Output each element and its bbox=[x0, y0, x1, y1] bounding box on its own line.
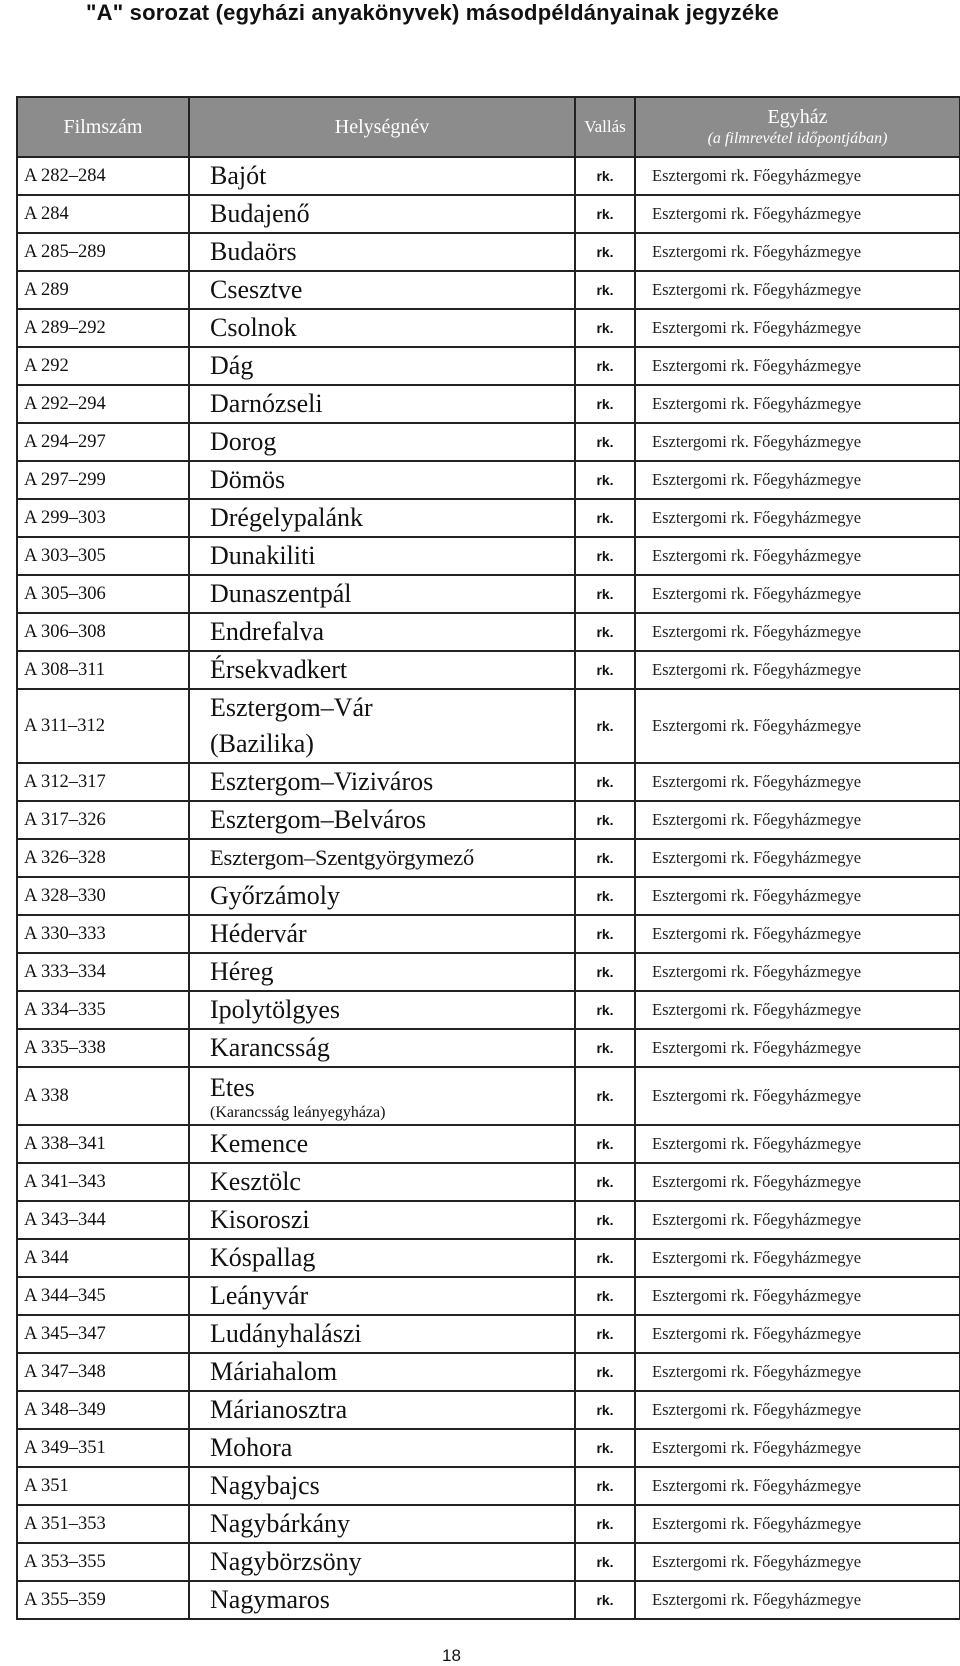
cell-vallas: rk. bbox=[575, 1505, 635, 1543]
helysegnev-note: (Karancsság leányegyháza) bbox=[210, 1104, 386, 1121]
cell-filmszam: A 289 bbox=[17, 271, 189, 309]
cell-helysegnev: Csesztve bbox=[189, 271, 575, 309]
table-row bbox=[17, 195, 960, 233]
cell-egyhaz: Esztergomi rk. Főegyházmegye bbox=[635, 953, 960, 991]
cell-helysegnev: Endrefalva bbox=[189, 613, 575, 651]
cell-egyhaz: Esztergomi rk. Főegyházmegye bbox=[635, 915, 960, 953]
cell-filmszam: A 338–341 bbox=[17, 1125, 189, 1163]
cell-vallas: rk. bbox=[575, 1581, 635, 1619]
cell-egyhaz: Esztergomi rk. Főegyházmegye bbox=[635, 1239, 960, 1277]
cell-filmszam: A 355–359 bbox=[17, 1581, 189, 1619]
cell-helysegnev: Dorog bbox=[189, 423, 575, 461]
cell-vallas: rk. bbox=[575, 1239, 635, 1277]
cell-helysegnev: Héreg bbox=[189, 953, 575, 991]
table-row bbox=[17, 1239, 960, 1277]
cell-vallas: rk. bbox=[575, 385, 635, 423]
cell-egyhaz: Esztergomi rk. Főegyházmegye bbox=[635, 1029, 960, 1067]
table-row bbox=[17, 1353, 960, 1391]
cell-helysegnev: Esztergom–Szentgyörgymező bbox=[189, 839, 575, 877]
cell-egyhaz: Esztergomi rk. Főegyházmegye bbox=[635, 877, 960, 915]
cell-vallas: rk. bbox=[575, 953, 635, 991]
table-row bbox=[17, 1391, 960, 1429]
cell-egyhaz: Esztergomi rk. Főegyházmegye bbox=[635, 499, 960, 537]
cell-helysegnev: Kemence bbox=[189, 1125, 575, 1163]
cell-egyhaz: Esztergomi rk. Főegyházmegye bbox=[635, 1277, 960, 1315]
cell-vallas: rk. bbox=[575, 1429, 635, 1467]
cell-egyhaz: Esztergomi rk. Főegyházmegye bbox=[635, 461, 960, 499]
cell-filmszam: A 312–317 bbox=[17, 763, 189, 801]
cell-helysegnev: Márianosztra bbox=[189, 1391, 575, 1429]
register-table bbox=[16, 96, 960, 1620]
cell-helysegnev: Hédervár bbox=[189, 915, 575, 953]
cell-filmszam: A 349–351 bbox=[17, 1429, 189, 1467]
cell-filmszam: A 341–343 bbox=[17, 1163, 189, 1201]
cell-filmszam: A 353–355 bbox=[17, 1543, 189, 1581]
cell-vallas: rk. bbox=[575, 347, 635, 385]
cell-filmszam: A 285–289 bbox=[17, 233, 189, 271]
cell-egyhaz: Esztergomi rk. Főegyházmegye bbox=[635, 347, 960, 385]
table-row bbox=[17, 499, 960, 537]
table-row bbox=[17, 157, 960, 195]
cell-egyhaz: Esztergomi rk. Főegyházmegye bbox=[635, 801, 960, 839]
cell-helysegnev: Csolnok bbox=[189, 309, 575, 347]
cell-vallas: rk. bbox=[575, 915, 635, 953]
cell-filmszam: A 338 bbox=[17, 1067, 189, 1125]
cell-egyhaz: Esztergomi rk. Főegyházmegye bbox=[635, 763, 960, 801]
page-title: "A" sorozat (egyházi anyakönyvek) másodpéldányainak jegyzéke bbox=[86, 0, 780, 25]
cell-filmszam: A 326–328 bbox=[17, 839, 189, 877]
table-row bbox=[17, 1029, 960, 1067]
cell-vallas: rk. bbox=[575, 195, 635, 233]
table-row bbox=[17, 1067, 960, 1125]
cell-vallas: rk. bbox=[575, 537, 635, 575]
cell-vallas: rk. bbox=[575, 1543, 635, 1581]
cell-helysegnev: Dunakiliti bbox=[189, 537, 575, 575]
cell-egyhaz: Esztergomi rk. Főegyházmegye bbox=[635, 385, 960, 423]
cell-helysegnev: Mohora bbox=[189, 1429, 575, 1467]
cell-egyhaz: Esztergomi rk. Főegyházmegye bbox=[635, 991, 960, 1029]
cell-helysegnev: Dömös bbox=[189, 461, 575, 499]
cell-egyhaz: Esztergomi rk. Főegyházmegye bbox=[635, 195, 960, 233]
cell-filmszam: A 348–349 bbox=[17, 1391, 189, 1429]
cell-helysegnev: Nagybörzsöny bbox=[189, 1543, 575, 1581]
helysegnev-text: Etes bbox=[210, 1073, 255, 1102]
header-egyhaz-subtitle: (a filmrevétel időpontjában) bbox=[707, 130, 888, 147]
table-row bbox=[17, 575, 960, 613]
cell-filmszam: A 344–345 bbox=[17, 1277, 189, 1315]
table-row bbox=[17, 991, 960, 1029]
cell-filmszam: A 303–305 bbox=[17, 537, 189, 575]
cell-helysegnev: Bajót bbox=[189, 157, 575, 195]
cell-filmszam: A 328–330 bbox=[17, 877, 189, 915]
cell-filmszam: A 347–348 bbox=[17, 1353, 189, 1391]
cell-helysegnev: Leányvár bbox=[189, 1277, 575, 1315]
cell-vallas: rk. bbox=[575, 613, 635, 651]
cell-helysegnev: Drégelypalánk bbox=[189, 499, 575, 537]
cell-filmszam: A 334–335 bbox=[17, 991, 189, 1029]
cell-filmszam: A 343–344 bbox=[17, 1201, 189, 1239]
cell-helysegnev: Ludányhalászi bbox=[189, 1315, 575, 1353]
cell-vallas: rk. bbox=[575, 499, 635, 537]
cell-vallas: rk. bbox=[575, 1201, 635, 1239]
cell-vallas: rk. bbox=[575, 575, 635, 613]
helysegnev-text: Esztergom–Vár bbox=[210, 693, 373, 722]
cell-helysegnev: Dág bbox=[189, 347, 575, 385]
cell-vallas: rk. bbox=[575, 801, 635, 839]
cell-helysegnev: Dunaszentpál bbox=[189, 575, 575, 613]
cell-helysegnev: Kisoroszi bbox=[189, 1201, 575, 1239]
table-row bbox=[17, 651, 960, 689]
cell-filmszam: A 292 bbox=[17, 347, 189, 385]
cell-egyhaz: Esztergomi rk. Főegyházmegye bbox=[635, 1201, 960, 1239]
table-row bbox=[17, 689, 960, 763]
cell-filmszam: A 330–333 bbox=[17, 915, 189, 953]
cell-egyhaz: Esztergomi rk. Főegyházmegye bbox=[635, 157, 960, 195]
cell-helysegnev: Esztergom–Viziváros bbox=[189, 763, 575, 801]
cell-vallas: rk. bbox=[575, 157, 635, 195]
cell-filmszam: A 308–311 bbox=[17, 651, 189, 689]
cell-vallas: rk. bbox=[575, 423, 635, 461]
cell-filmszam: A 284 bbox=[17, 195, 189, 233]
cell-vallas: rk. bbox=[575, 1353, 635, 1391]
cell-egyhaz: Esztergomi rk. Főegyházmegye bbox=[635, 689, 960, 763]
table-row bbox=[17, 1505, 960, 1543]
cell-egyhaz: Esztergomi rk. Főegyházmegye bbox=[635, 1125, 960, 1163]
cell-filmszam: A 305–306 bbox=[17, 575, 189, 613]
cell-filmszam: A 345–347 bbox=[17, 1315, 189, 1353]
cell-filmszam: A 306–308 bbox=[17, 613, 189, 651]
cell-vallas: rk. bbox=[575, 1163, 635, 1201]
table-row bbox=[17, 1277, 960, 1315]
cell-egyhaz: Esztergomi rk. Főegyházmegye bbox=[635, 423, 960, 461]
table-row bbox=[17, 233, 960, 271]
cell-vallas: rk. bbox=[575, 763, 635, 801]
table-row bbox=[17, 877, 960, 915]
table-row bbox=[17, 801, 960, 839]
table-row bbox=[17, 537, 960, 575]
cell-helysegnev: Győrzámoly bbox=[189, 877, 575, 915]
cell-helysegnev: Nagybajcs bbox=[189, 1467, 575, 1505]
cell-vallas: rk. bbox=[575, 1467, 635, 1505]
cell-helysegnev: Nagymaros bbox=[189, 1581, 575, 1619]
header-egyhaz bbox=[635, 97, 960, 157]
table-row bbox=[17, 1429, 960, 1467]
cell-vallas: rk. bbox=[575, 271, 635, 309]
table-row bbox=[17, 1543, 960, 1581]
table-header-row bbox=[17, 97, 960, 157]
cell-helysegnev: Darnózseli bbox=[189, 385, 575, 423]
cell-helysegnev: Budaörs bbox=[189, 233, 575, 271]
helysegnev-second-line: (Bazilika) bbox=[210, 729, 314, 758]
page-number: 18 bbox=[442, 1646, 461, 1665]
cell-helysegnev: Nagybárkány bbox=[189, 1505, 575, 1543]
table-row bbox=[17, 347, 960, 385]
cell-vallas: rk. bbox=[575, 1125, 635, 1163]
cell-vallas: rk. bbox=[575, 233, 635, 271]
table-body bbox=[17, 157, 960, 1619]
cell-filmszam: A 311–312 bbox=[17, 689, 189, 763]
cell-egyhaz: Esztergomi rk. Főegyházmegye bbox=[635, 1163, 960, 1201]
table-row bbox=[17, 385, 960, 423]
table-row bbox=[17, 271, 960, 309]
cell-egyhaz: Esztergomi rk. Főegyházmegye bbox=[635, 1429, 960, 1467]
cell-egyhaz: Esztergomi rk. Főegyházmegye bbox=[635, 1391, 960, 1429]
cell-filmszam: A 344 bbox=[17, 1239, 189, 1277]
cell-vallas: rk. bbox=[575, 1391, 635, 1429]
cell-egyhaz: Esztergomi rk. Főegyházmegye bbox=[635, 1067, 960, 1125]
cell-egyhaz: Esztergomi rk. Főegyházmegye bbox=[635, 1543, 960, 1581]
table-row bbox=[17, 915, 960, 953]
table-row bbox=[17, 1315, 960, 1353]
cell-helysegnev: Ipolytölgyes bbox=[189, 991, 575, 1029]
table-row bbox=[17, 613, 960, 651]
cell-helysegnev: Kesztölc bbox=[189, 1163, 575, 1201]
cell-egyhaz: Esztergomi rk. Főegyházmegye bbox=[635, 233, 960, 271]
cell-helysegnev bbox=[189, 689, 575, 763]
cell-helysegnev: Budajenő bbox=[189, 195, 575, 233]
cell-helysegnev: Máriahalom bbox=[189, 1353, 575, 1391]
cell-filmszam: A 333–334 bbox=[17, 953, 189, 991]
table-row bbox=[17, 1163, 960, 1201]
cell-egyhaz: Esztergomi rk. Főegyházmegye bbox=[635, 309, 960, 347]
cell-egyhaz: Esztergomi rk. Főegyházmegye bbox=[635, 271, 960, 309]
cell-egyhaz: Esztergomi rk. Főegyházmegye bbox=[635, 1353, 960, 1391]
cell-filmszam: A 351 bbox=[17, 1467, 189, 1505]
cell-filmszam: A 289–292 bbox=[17, 309, 189, 347]
cell-vallas: rk. bbox=[575, 461, 635, 499]
cell-egyhaz: Esztergomi rk. Főegyházmegye bbox=[635, 537, 960, 575]
cell-helysegnev: Kóspallag bbox=[189, 1239, 575, 1277]
cell-helysegnev: Karancsság bbox=[189, 1029, 575, 1067]
header-vallas: Vallás bbox=[575, 97, 635, 157]
table-row bbox=[17, 839, 960, 877]
table-row bbox=[17, 1125, 960, 1163]
cell-egyhaz: Esztergomi rk. Főegyházmegye bbox=[635, 1315, 960, 1353]
cell-egyhaz: Esztergomi rk. Főegyházmegye bbox=[635, 839, 960, 877]
cell-egyhaz: Esztergomi rk. Főegyházmegye bbox=[635, 613, 960, 651]
cell-vallas: rk. bbox=[575, 1029, 635, 1067]
header-filmszam: Filmszám bbox=[17, 97, 189, 157]
cell-egyhaz: Esztergomi rk. Főegyházmegye bbox=[635, 651, 960, 689]
cell-filmszam: A 294–297 bbox=[17, 423, 189, 461]
cell-vallas: rk. bbox=[575, 991, 635, 1029]
cell-vallas: rk. bbox=[575, 1067, 635, 1125]
header-helysegnev: Helységnév bbox=[189, 97, 575, 157]
cell-helysegnev: Esztergom–Belváros bbox=[189, 801, 575, 839]
cell-filmszam: A 292–294 bbox=[17, 385, 189, 423]
cell-egyhaz: Esztergomi rk. Főegyházmegye bbox=[635, 1467, 960, 1505]
cell-vallas: rk. bbox=[575, 839, 635, 877]
cell-filmszam: A 335–338 bbox=[17, 1029, 189, 1067]
cell-vallas: rk. bbox=[575, 1277, 635, 1315]
table-row bbox=[17, 953, 960, 991]
table-row bbox=[17, 461, 960, 499]
cell-egyhaz: Esztergomi rk. Főegyházmegye bbox=[635, 1505, 960, 1543]
table-row bbox=[17, 1201, 960, 1239]
table-row bbox=[17, 763, 960, 801]
cell-egyhaz: Esztergomi rk. Főegyházmegye bbox=[635, 575, 960, 613]
cell-helysegnev bbox=[189, 1067, 575, 1125]
table-row bbox=[17, 423, 960, 461]
cell-vallas: rk. bbox=[575, 1315, 635, 1353]
cell-helysegnev: Érsekvadkert bbox=[189, 651, 575, 689]
table-row bbox=[17, 1581, 960, 1619]
cell-vallas: rk. bbox=[575, 651, 635, 689]
cell-egyhaz: Esztergomi rk. Főegyházmegye bbox=[635, 1581, 960, 1619]
header-egyhaz-label: Egyház bbox=[767, 106, 828, 128]
cell-filmszam: A 317–326 bbox=[17, 801, 189, 839]
cell-vallas: rk. bbox=[575, 689, 635, 763]
table-row bbox=[17, 1467, 960, 1505]
table-row bbox=[17, 309, 960, 347]
cell-vallas: rk. bbox=[575, 309, 635, 347]
cell-filmszam: A 351–353 bbox=[17, 1505, 189, 1543]
cell-filmszam: A 299–303 bbox=[17, 499, 189, 537]
cell-filmszam: A 297–299 bbox=[17, 461, 189, 499]
cell-filmszam: A 282–284 bbox=[17, 157, 189, 195]
cell-vallas: rk. bbox=[575, 877, 635, 915]
